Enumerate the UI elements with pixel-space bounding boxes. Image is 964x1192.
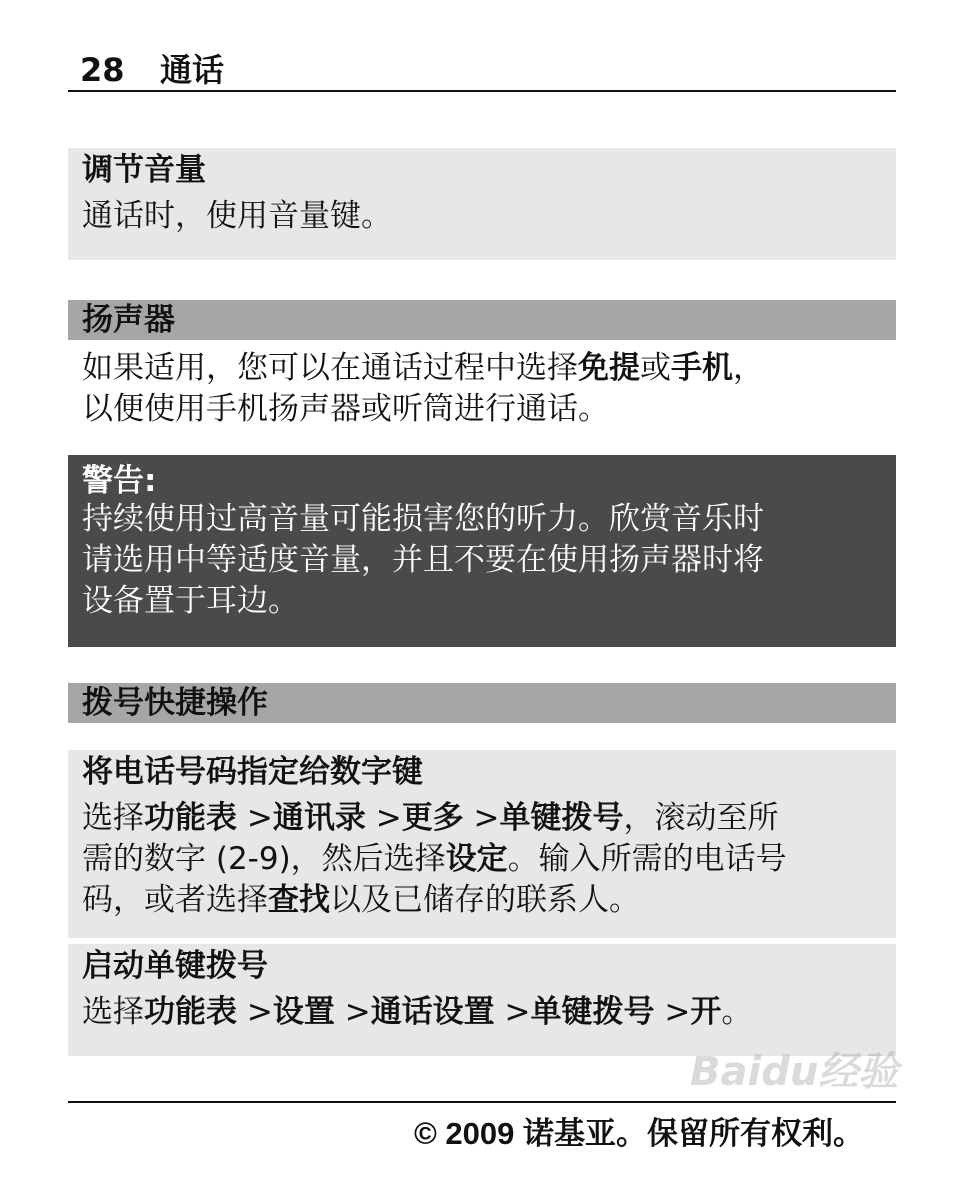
speaker-line-2: 以便使用手机扬声器或听筒进行通话。 [82, 391, 609, 427]
speed-dial-title: 拨号快捷操作 [82, 685, 268, 721]
speed-dial-label-2: 单键拨号 [530, 994, 655, 1030]
warning-line-3: 设备置于耳边。 [82, 583, 299, 619]
assign-line-3: 码，或者选择查找以及已储存的联系人。 [82, 882, 640, 918]
baidu-watermark: Baidu经验 [690, 1049, 899, 1095]
speed-dial-heading [68, 683, 896, 723]
assign-section [68, 750, 896, 938]
speaker-line-1: 如果适用，您可以在通话过程中选择免提或手机， [82, 350, 764, 386]
header-rule [68, 90, 896, 92]
footer-rule [68, 1101, 896, 1103]
settings-label: 设置 [272, 994, 335, 1030]
speed-dial-label: 单键拨号 [499, 800, 624, 836]
assign-title: 将电话号码指定给数字键 [82, 754, 423, 790]
activate-title: 启动单键拨号 [82, 948, 268, 984]
menu-label: 功能表 [144, 800, 237, 836]
on-label: 开 [690, 994, 722, 1030]
volume-title: 调节音量 [82, 152, 206, 188]
chapter-title: 通话 [160, 51, 225, 89]
find-option: 查找 [268, 882, 330, 918]
contacts-label: 通讯录 [272, 800, 366, 836]
assign-option: 设定 [445, 841, 508, 877]
assign-line-1: 选择功能表 >通讯录 >更多 >单键拨号，滚动至所 [82, 800, 779, 836]
speaker-body [68, 348, 896, 438]
warning-line-2: 请选用中等适度音量，并且不要在使用扬声器时将 [82, 542, 764, 578]
speaker-title: 扬声器 [82, 302, 175, 338]
speaker-heading [68, 300, 896, 340]
handset-option: 手机 [671, 350, 733, 386]
page-number: 28 [80, 51, 125, 89]
call-settings-label: 通话设置 [370, 994, 495, 1030]
warning-line-1: 持续使用过高音量可能损害您的听力。欣赏音乐时 [82, 501, 764, 537]
more-label: 更多 [401, 800, 464, 836]
assign-line-2: 需的数字 (2-9)，然后选择设定。输入所需的电话号 [82, 841, 787, 877]
menu-label-2: 功能表 [144, 994, 237, 1030]
warning-box [68, 455, 896, 647]
volume-section [68, 148, 896, 260]
volume-body: 通话时，使用音量键。 [82, 198, 392, 234]
handsfree-option: 免提 [578, 350, 640, 386]
warning-title: 警告: [82, 463, 157, 499]
copyright: © 2009 诺基亚。保留所有权利。 [413, 1116, 864, 1151]
activate-line: 选择功能表 >设置 >通话设置 >单键拨号 >开。 [82, 994, 753, 1030]
